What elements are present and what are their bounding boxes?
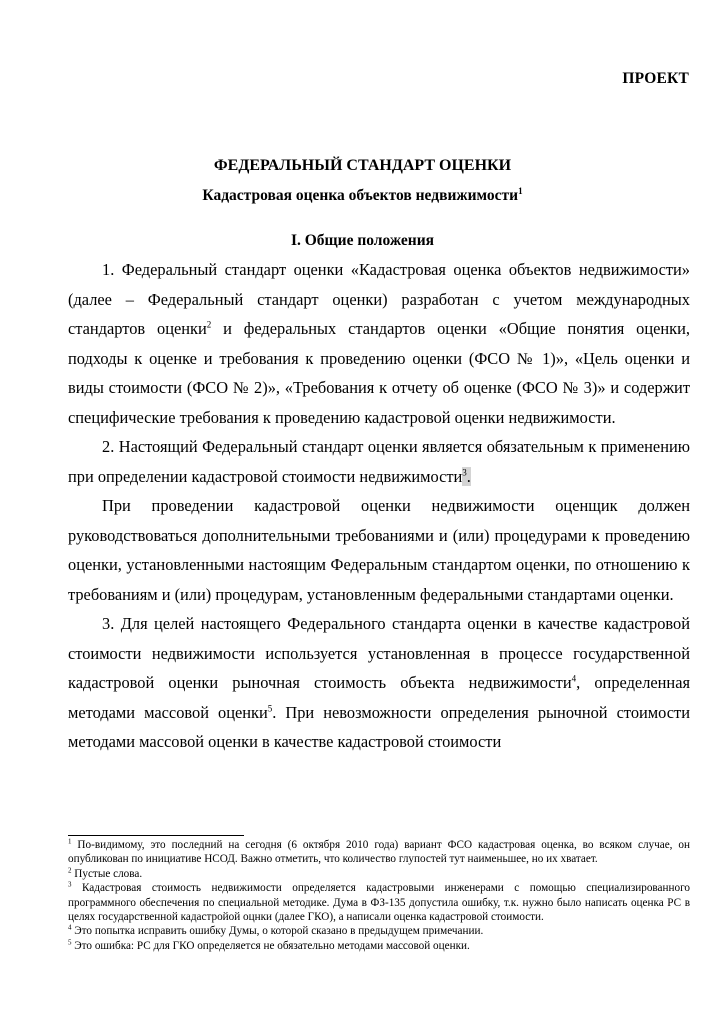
footnote-text: По-видимому, это последний на сегодня (6 октября 2010 года) вариант ФСО кадастровая оценка, во всяком случае, он опубликован по инициативе НСОД. Важно отметить, что количество глупостей тут наименьшее, но их хватает. <box>68 839 690 866</box>
highlighted-footnote-mark <box>462 467 471 486</box>
footnote-ref-5[interactable]: 5 <box>267 703 273 714</box>
document-title: ФЕДЕРАЛЬНЫЙ СТАНДАРТ ОЦЕНКИ <box>213 157 512 174</box>
footnote-ref-2[interactable]: 2 <box>206 319 212 330</box>
paragraph-2-text: 2. Настоящий Федеральный стандарт оценки является обязательным к применению при определении кадастровой стоимости недвижимости <box>68 437 690 486</box>
footnote-5 <box>68 939 690 953</box>
paragraph-3: При проведении кадастровой оценки недвижимости оценщик должен руководствоваться дополнительными требованиями и (или) процедурами к проведению оценки, установленными настоящим Федеральным стандартом оценки, по отношению к требованиям и (или) процедурам, установленным федеральными стандартами оценки. <box>68 496 690 604</box>
paragraph-4-text-a: 3. Для целей настоящего Федерального стандарта оценки в качестве кадастровой стоимости недвижимости используется установленная в процессе государственной кадастровой оценки рыночная стоимость объекта недвижимости <box>68 614 690 692</box>
footnote-number: 2 <box>68 866 72 875</box>
paragraph-1-text-b: и федеральных стандартов оценки «Общие понятия оценки, подходы к оценке и требования к проведению оценки (ФСО № 1)», «Цель оценки и виды стоимости (ФСО № 2)», «Требования к отчету об оценке (ФСО № 3)» и содержит специфические требования к проведению кадастровой оценки недвижимости. <box>68 319 690 427</box>
footnote-separator <box>68 835 244 836</box>
footnote-text: Это попытка исправить ошибку Думы, о которой сказано в предыдущем примечании. <box>71 925 484 938</box>
section-heading: I. Общие положения <box>290 232 435 249</box>
paragraph-1 <box>68 255 690 432</box>
paragraph-1-text-a: 1. Федеральный стандарт оценки «Кадастровая оценка объектов недвижимости» (далее – Федеральный стандарт оценки) разработан с учетом международных стандартов оценки <box>68 260 690 338</box>
paragraph-2-end: . <box>466 466 471 486</box>
footnote-ref-4[interactable]: 4 <box>571 673 577 684</box>
paragraph-4-text-b: , определенная методами массовой оценки <box>68 673 691 722</box>
footnote-number: 5 <box>68 938 72 947</box>
footnote-text: Пустые слова. <box>71 867 143 880</box>
footnote-3 <box>68 881 690 924</box>
footnotes <box>68 838 690 953</box>
subtitle-text: Кадастровая оценка объектов недвижимости <box>202 187 519 204</box>
footnote-number: 1 <box>68 837 72 846</box>
paragraph-4 <box>68 609 690 757</box>
document-body <box>68 255 690 757</box>
footnote-text: Кадастровая стоимость недвижимости определяется кадастровыми инженерами с помощью специализированного программного обеспечения по специальной методике. Дума в ФЗ-135 допустила ошибку, т.к. нужно было написать оценка РС в целях государственной кадастройой оцнки (далее ГКО), а написали оценка кадастровой стоимости. <box>68 882 690 924</box>
footnote-text: Это ошибка: РС для ГКО определяется не обязательно методами массовой оценки. <box>71 939 470 952</box>
paragraph-2 <box>68 432 690 491</box>
draft-label: ПРОЕКТ <box>622 70 689 87</box>
document-subtitle <box>0 187 725 205</box>
footnote-1 <box>68 838 690 867</box>
footnote-2 <box>68 867 690 881</box>
footnote-number: 3 <box>68 880 72 889</box>
paragraph-4-text-c: . При невозможности определения рыночной стоимости методами массовой оценки в качестве кадастровой стоимости <box>68 702 690 751</box>
footnote-number: 4 <box>68 923 72 932</box>
footnote-4 <box>68 924 690 938</box>
footnote-ref-1[interactable]: 1 <box>518 185 523 196</box>
footnote-ref-3[interactable]: 3 <box>462 467 467 478</box>
